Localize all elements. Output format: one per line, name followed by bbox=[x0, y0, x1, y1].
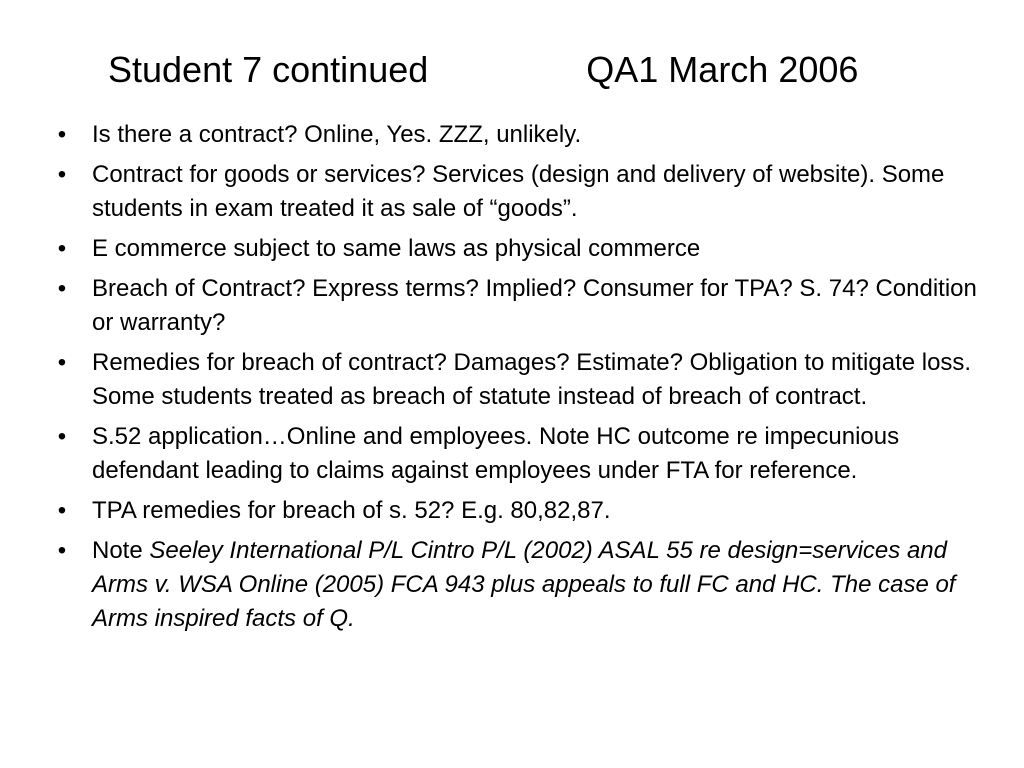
title-right-text: QA1 March 2006 bbox=[586, 49, 859, 90]
bullet-icon: • bbox=[57, 235, 67, 262]
bullet-item bbox=[52, 158, 982, 226]
bullet-icon: • bbox=[57, 423, 67, 450]
bullet-text: Contract for goods or services? Services (design and delivery of website). Some students in exam treated it as sale of “goods”. bbox=[92, 161, 945, 222]
bullet-text: E commerce subject to same laws as physical commerce bbox=[92, 235, 701, 262]
bullet-icon: • bbox=[57, 497, 67, 524]
title-left-text: Student 7 continued bbox=[108, 49, 429, 90]
bullet-icon: • bbox=[57, 161, 67, 188]
bullet-item bbox=[52, 272, 982, 340]
bullet-text-italic: Seeley International P/L Cintro P/L (2002) ASAL 55 re design=services and Arms v. WSA Online (2005) FCA 943 plus appeals to full FC and HC. The case of Arms inspired facts of Q. bbox=[92, 537, 956, 632]
bullet-text: TPA remedies for breach of s. 52? E.g. 80,82,87. bbox=[92, 497, 611, 524]
bullet-item bbox=[52, 232, 982, 266]
bullet-icon: • bbox=[57, 349, 67, 376]
bullet-item bbox=[52, 118, 982, 152]
bullet-text: Remedies for breach of contract? Damages? Estimate? Obligation to mitigate loss. Some students treated as breach of statute instead of breach of contract. bbox=[92, 349, 972, 410]
bullet-list bbox=[52, 118, 982, 642]
bullet-icon: • bbox=[57, 121, 67, 148]
bullet-icon: • bbox=[57, 537, 67, 564]
bullet-text: S.52 application…Online and employees. Note HC outcome re impecunious defendant leading to claims against employees under FTA for reference. bbox=[92, 423, 900, 484]
bullet-icon: • bbox=[57, 275, 67, 302]
bullet-text: Breach of Contract? Express terms? Implied? Consumer for TPA? S. 74? Condition or warranty? bbox=[92, 275, 977, 336]
bullet-item bbox=[52, 420, 982, 488]
bullet-text-prefix: Note bbox=[92, 537, 150, 564]
bullet-item bbox=[52, 346, 982, 414]
bullet-item bbox=[52, 534, 982, 636]
slide-title bbox=[108, 46, 858, 94]
bullet-item bbox=[52, 494, 982, 528]
bullet-text: Is there a contract? Online, Yes. ZZZ, unlikely. bbox=[92, 121, 582, 148]
